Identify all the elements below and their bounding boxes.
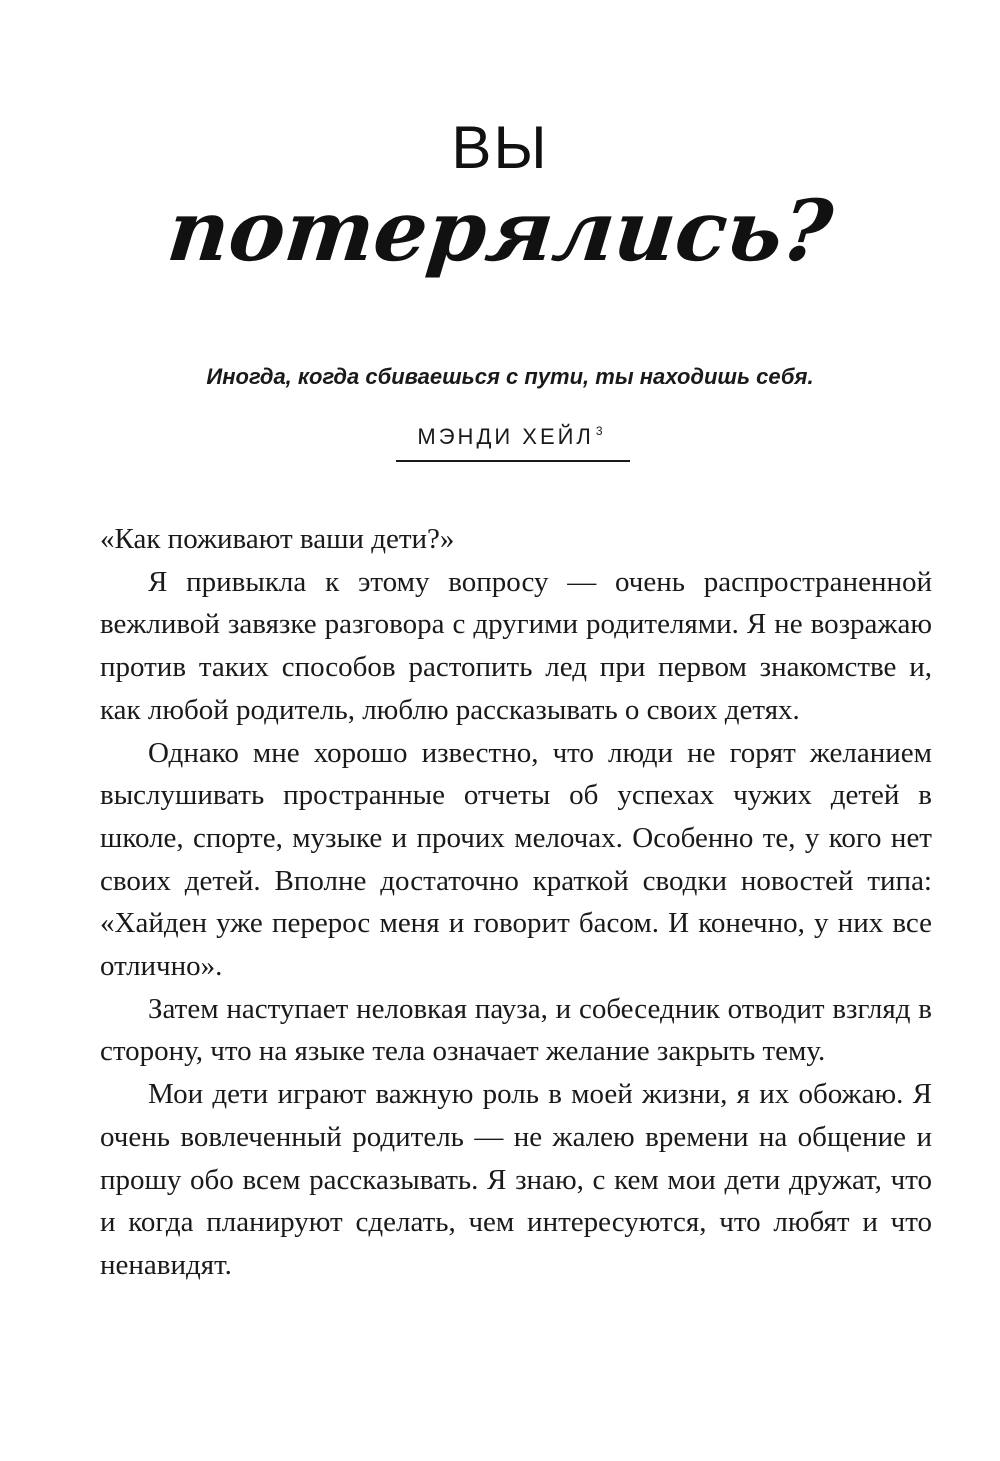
author-name: МЭНДИ ХЕЙЛ [417, 424, 594, 449]
paragraph: Однако мне хорошо известно, что люди не горят желанием выслушивать пространные отчеты об успехах чужих детей в школе, спорте, музыке и прочих мелочах. Особенно те, у кого нет своих детей. Вполне достаточно краткой сводки новостей типа: «Хайден уже перерос меня и говорит басом. И конечно, у них все отлично». [100, 736, 932, 983]
chapter-title-line1: ВЫ [451, 114, 549, 181]
footnote-mark: 3 [595, 424, 603, 438]
epigraph-quote: Иногда, когда сбиваешься с пути, ты находишь себя. [206, 364, 814, 389]
paragraph: Затем наступает неловкая пауза, и собеседник отводит взгляд в сторону, что на языке тела означает желание закрыть тему. [100, 992, 932, 1068]
paragraph: Мои дети играют важную роль в моей жизни, я их обожаю. Я очень вовлеченный родитель — не жалею времени на общение и прошу обо всем рассказывать. Я знаю, с кем мои дети дружат, что и когда планируют сделать, чем интересуются, что любят и что ненавидят. [100, 1078, 932, 1281]
epigraph-author [0, 424, 1000, 450]
chapter-title-script: потерялись? [163, 181, 837, 280]
paragraph: Я привыкла к этому вопросу — очень распространенной вежливой завязке разговора с другими родителями. Я не возражаю против таких способов растопить лед при первом знакомстве и, как любой родитель, люблю рассказывать о своих детях. [100, 565, 932, 726]
body-text [100, 518, 932, 1287]
epigraph-divider [396, 460, 630, 462]
paragraph: «Как поживают ваши дети?» [100, 523, 455, 555]
